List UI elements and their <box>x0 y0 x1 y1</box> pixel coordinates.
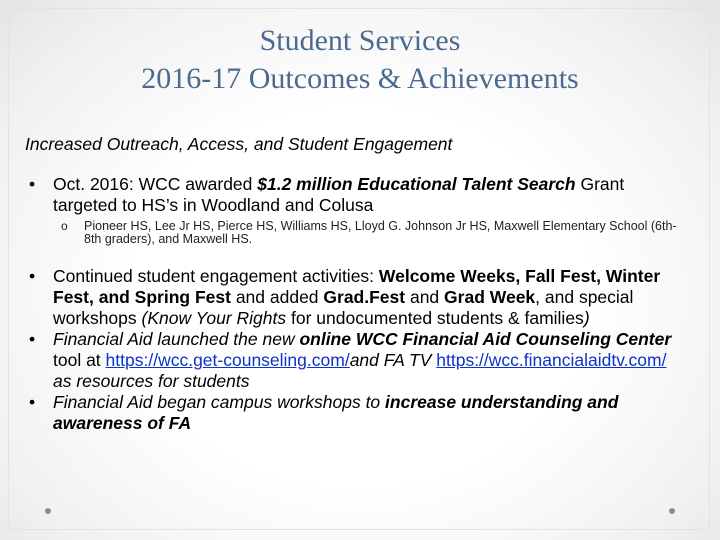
bullet-icon: • <box>29 266 36 286</box>
corner-dot-left <box>45 508 51 514</box>
corner-dot-right <box>669 508 675 514</box>
sub-bullet-icon: o <box>61 219 68 233</box>
bullet-item-1: • Oct. 2016: WCC awarded $1.2 million Educational Talent Search Grant targeted to HS’s in Woodland and Colusa <box>29 174 625 215</box>
bullet-icon: • <box>29 392 36 412</box>
bullet-icon: • <box>29 329 36 349</box>
title-line-2: 2016-17 Outcomes & Achievements <box>141 62 579 95</box>
financial-aid-tv-link[interactable]: https://wcc.financialaidtv.com/ <box>436 350 667 370</box>
bullet-item-4: • Financial Aid began campus workshops to increase understanding and awareness of FA <box>29 392 619 433</box>
bullet-list <box>29 174 689 434</box>
section-heading: Increased Outreach, Access, and Student Engagement <box>25 134 453 154</box>
bullet-icon: • <box>29 174 36 194</box>
title-line-1: Student Services <box>259 24 461 57</box>
sub-bullet-item: o Pioneer HS, Lee Jr HS, Pierce HS, Williams HS, Lloyd G. Johnson Jr HS, Maxwell Elementary School (6th-8th graders), and Maxwell HS. <box>61 219 677 246</box>
slide-title <box>0 22 720 98</box>
get-counseling-link[interactable]: https://wcc.get-counseling.com/ <box>105 350 350 370</box>
bullet-item-2: • Continued student engagement activities: Welcome Weeks, Fall Fest, Winter Fest, and Spring Fest and added Grad.Fest and Grad Week, and special workshops (Know Your Rights for undocumented students & families) <box>29 266 661 328</box>
bullet-item-3: • Financial Aid launched the new online WCC Financial Aid Counseling Center tool at https://wcc.get-counseling.com/and FA TV https://wcc.financialaidtv.com/ as resources for students <box>29 329 672 391</box>
